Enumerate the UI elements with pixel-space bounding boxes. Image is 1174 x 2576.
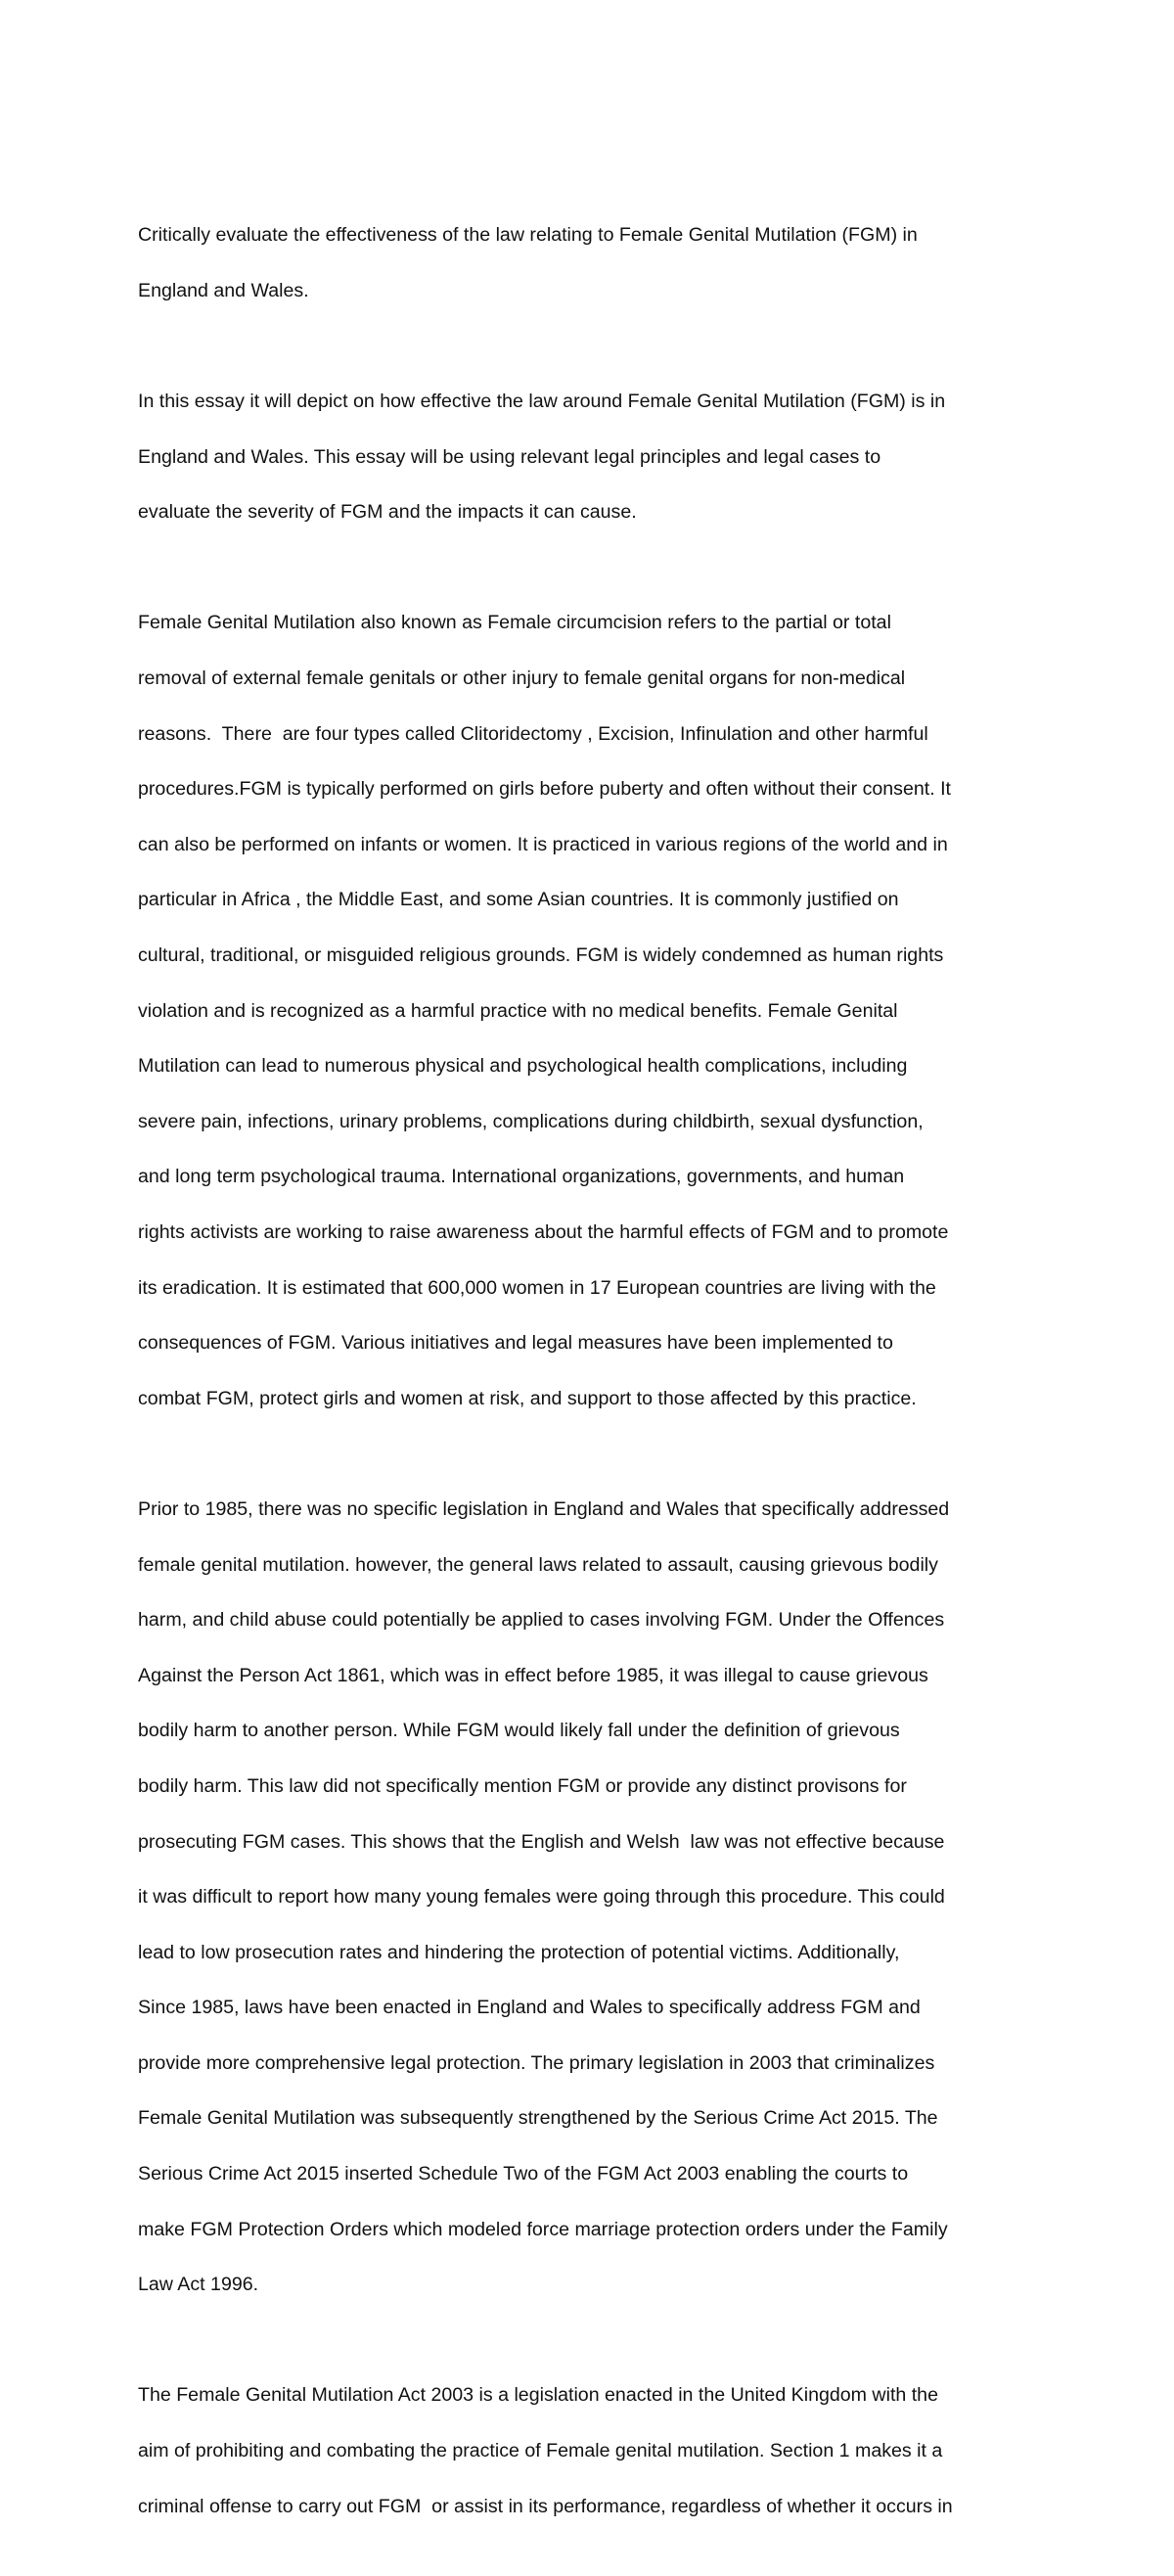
text-line: Female Genital Mutilation also known as Female circumcision refers to the partial or total [138, 612, 891, 634]
text-line: Critically evaluate the effectiveness of the law relating to Female Genital Mutilation (FGM) in [138, 224, 918, 247]
text-line: cultural, traditional, or misguided religious grounds. FGM is widely condemned as human rights [138, 944, 944, 967]
text-line: violation and is recognized as a harmful practice with no medical benefits. Female Genital [138, 999, 898, 1022]
text-line: Law Act 1996. [138, 2274, 259, 2296]
text-line: Mutilation can lead to numerous physical and psychological health complications, including [138, 1055, 908, 1078]
paragraph-fgm-act-2003 [138, 2354, 1043, 2548]
essay-question [138, 194, 1043, 332]
document-body [138, 194, 1043, 2576]
paragraph-definition [138, 581, 1043, 1440]
text-line: Serious Crime Act 2015 inserted Schedule Two of the FGM Act 2003 enabling the courts to [138, 2163, 909, 2185]
text-line: Against the Person Act 1861, which was in effect before 1985, it was illegal to cause grievous [138, 1664, 928, 1686]
text-line: Since 1985, laws have been enacted in England and Wales to specifically address FGM and [138, 1997, 921, 2019]
text-line: consequences of FGM. Various initiatives and legal measures have been implemented to [138, 1332, 893, 1355]
text-line: and long term psychological trauma. International organizations, governments, and human [138, 1166, 905, 1188]
text-line: particular in Africa , the Middle East, and some Asian countries. It is commonly justified on [138, 889, 899, 911]
text-line: procedures.FGM is typically performed on girls before puberty and often without their consent. It [138, 778, 951, 801]
text-line: reasons. There are four types called Clitoridectomy , Excision, Infinulation and other harmful [138, 722, 928, 745]
text-line: evaluate the severity of FGM and the impacts it can cause. [138, 501, 637, 524]
text-line: provide more comprehensive legal protection. The primary legislation in 2003 that criminalizes [138, 2051, 935, 2074]
text-line: aim of prohibiting and combating the practice of Female genital mutilation. Section 1 makes it a [138, 2440, 943, 2462]
paragraph-history [138, 1468, 1043, 2326]
text-line: England and Wales. This essay will be using relevant legal principles and legal cases to [138, 445, 881, 468]
text-line: criminal offense to carry out FGM or assist in its performance, regardless of whether it occurs in [138, 2495, 953, 2517]
text-line: Female Genital Mutilation was subsequently strengthened by the Serious Crime Act 2015. The [138, 2107, 938, 2130]
text-line: it was difficult to report how many young females were going through this procedure. This could [138, 1886, 945, 1909]
text-line: The Female Genital Mutilation Act 2003 is a legislation enacted in the United Kingdom with the [138, 2384, 938, 2407]
text-line: combat FGM, protect girls and women at risk, and support to those affected by this practice. [138, 1387, 917, 1409]
text-line: rights activists are working to raise awareness about the harmful effects of FGM and to promote [138, 1220, 949, 1243]
text-line: its eradication. It is estimated that 600,000 women in 17 European countries are living with the [138, 1276, 936, 1299]
text-line: In this essay it will depict on how effective the law around Female Genital Mutilation (FGM) is in [138, 391, 946, 413]
text-line: bodily harm to another person. While FGM would likely fall under the definition of grievous [138, 1720, 900, 1742]
text-line: can also be performed on infants or women. It is practiced in various regions of the world and in [138, 833, 948, 855]
text-line: harm, and child abuse could potentially be applied to cases involving FGM. Under the Offences [138, 1609, 945, 1632]
text-line: female genital mutilation. however, the general laws related to assault, causing grievous bodily [138, 1553, 938, 1576]
text-line: prosecuting FGM cases. This shows that the English and Welsh law was not effective because [138, 1830, 945, 1853]
text-line: England and Wales. [138, 279, 309, 301]
text-line: severe pain, infections, urinary problems, complications during childbirth, sexual dysfunction, [138, 1110, 924, 1132]
text-line: make FGM Protection Orders which modeled force marriage protection orders under the Family [138, 2218, 948, 2240]
text-line: removal of external female genitals or other injury to female genital organs for non-medical [138, 667, 906, 690]
text-line: lead to low prosecution rates and hindering the protection of potential victims. Additionally, [138, 1941, 900, 1963]
text-line: bodily harm. This law did not specifically mention FGM or provide any distinct provisons for [138, 1774, 907, 1797]
text-line: Prior to 1985, there was no specific legislation in England and Wales that specifically addressed [138, 1497, 950, 1520]
paragraph-introduction [138, 360, 1043, 554]
